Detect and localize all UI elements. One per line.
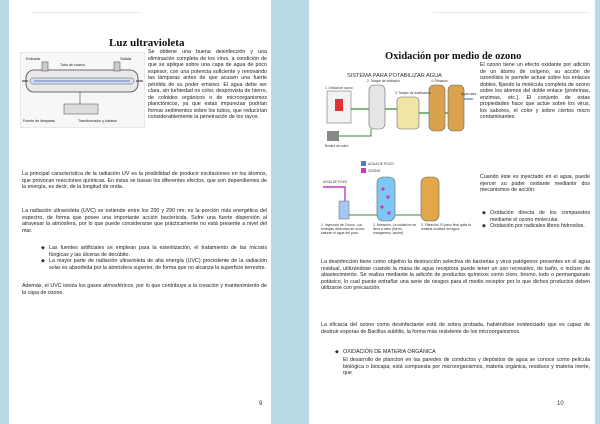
sub-heading-text: ◆ OXIDACIÓN DE MATERIA ORGÁNICA <box>333 349 590 356</box>
page-title: Oxidación por medio de ozono <box>385 51 522 62</box>
unit-label: 4. Filtración <box>431 79 448 83</box>
oxidation-tank <box>369 85 385 129</box>
side-text-2: Cuando éste es inyectado en el agua, puede ejercer su poder oxidante mediante dos mecanismos de acción: <box>480 174 590 193</box>
bullet-item: ◆ Las fuentes artificiales se emplean para la esterilización, el tratamiento de las micosis fúngicas y las úlceras de decúbito. <box>39 245 267 258</box>
label-salida: Salida <box>120 56 132 61</box>
paragraph-4: Además, el UVC ioniza los gases atmosféricos, por lo que contribuye a la creación y mantenimiento de la capa de ozono. <box>22 283 267 296</box>
side-text-1: El ozono tiene un efecto oxidante por adición de un átomo de oxígeno, su acción de ozonólisis le permite actuar sobre los enlaces dobles, fijando la molécula completa de ozono sobre los átomos del doble enlace (proteínas, enzimas, etc.). El conjunto de estas propiedades hace que actúe sobre los virus, los sabores, el color y sobre ciertos micro contaminantes. <box>480 62 590 120</box>
aeration-stage <box>377 177 395 221</box>
side-bullet-item: ◆ Oxidación por radicales libres hidroxilos. <box>480 223 590 230</box>
unit-label: 1. Unidad de ozono <box>325 86 353 90</box>
paragraph-2: La principal característica de la radiación UV es la posibilidad de producir excitaciones en los átomos, que provocan reacciones químicas. En éstas se basan los diferentes efectos, que son dependientes de la energía, es decir, de la longitud de onda. <box>22 171 267 190</box>
left-page <box>9 0 271 424</box>
right-page <box>309 0 595 424</box>
stage-caption: 3. Filtración. El paso final quita la materia oxidada del agua. <box>421 223 471 231</box>
label-transformador: Transformador y balasto <box>78 119 117 123</box>
page-number: 9 <box>259 401 263 407</box>
intro-paragraph: Se obtiene una buena desinfección y una eliminación completa de los virus, a condición de que se aplique sobre una capa de agua de poco espesor, con una potencia suficiente y renovando las lámparas antes de que acusen una fuerte pérdida de su poder emisivo. El agua debe ser clara, sin turbiedad no color, desprovista de hierro, de coloides orgánicos o de microorganismos planctónicos, ya que estas impurezas podrían formar sedimentos sobre los tubos, que reducirían considerablemente la penetración de los rayos. <box>148 49 267 120</box>
stage-caption: 2. Aireación. La oxidación se lleva a cabo (hierro, manganeso, azufre). <box>373 223 417 235</box>
unit-label: Agua clara <box>461 92 476 96</box>
dosing-tank <box>397 97 419 129</box>
legend-swatch-ozone <box>361 168 366 173</box>
bullet-list <box>39 245 267 271</box>
paragraph-2: La eficacia del ozono como desinfectante está de sobra probada, habiéndose evidenciado que es capaz de destruir esporas de Bacillus subtilis, la forma más resistente de los microorganismos. <box>321 322 590 335</box>
intro-block <box>22 49 267 159</box>
sub-heading <box>333 349 590 356</box>
legend-swatch-water <box>361 161 366 166</box>
label-entrada: Entrada <box>26 56 41 61</box>
page-tab <box>31 0 141 12</box>
injection-stage <box>339 201 349 219</box>
page-title: Luz ultravioleta <box>109 37 185 49</box>
unit-label: 2. Tanque de oxidación <box>367 79 400 83</box>
label-tubo: Tubo de cuarzo <box>60 63 85 67</box>
paragraph-3: La radiación ultravioleta (UVC) se extiende entre los 200 y 290 nm; es la porción más energética del espectro, de forma que posee una importante acción bactericida. Sufre una fuerte dispersión al atravesar la atmósfera, por lo que puede considerarse que prácticamente no está presente a nivel del mar. <box>22 208 267 234</box>
filtration-stage <box>421 177 439 221</box>
ozone-unit-panel <box>335 99 343 111</box>
page-tab <box>433 0 589 12</box>
pump <box>327 131 339 141</box>
legend-label: AGUA DE POZO <box>368 162 394 166</box>
side-bullets <box>480 210 590 230</box>
pump-label: Bomba de cobre <box>325 144 349 148</box>
diagram-title: SISTEMA PARA POTABILIZAR AGUA <box>347 73 442 79</box>
stage-caption: 1. Inyección de Ozono. Los burbujas diminutas de ozono saturan el agua del pozo. <box>321 223 365 235</box>
unit-label: 3. Tanque de dosificación <box>395 91 431 95</box>
bullet-item: ◆ La mayor parte de radiación ultravioleta de alta energía (UVC) procedente de la radiación solar es absorbida por la atmósfera superior, de forma que no alcanza la superficie terrestre. <box>39 258 267 271</box>
ozone-system-diagram <box>321 69 476 249</box>
paragraph-3: El desarrollo de plancton en las paredes de conductos y depósitos de agua se conoce como película biológica o biocapa; está compuesta por microorganismos, materia orgánica, residuos y materia inerte, que <box>343 357 590 376</box>
paragraph-1: La desinfección tiene como objetivo la destrucción selectiva de bacterias y virus patógenos presentes en el agua residual, utilizándose cuando la masa de agua receptora puede tener un uso recreativo, de baño, o incluso de abastecimiento. Se realiza mediante la adición de productos químicos como cloro, bromo, iodo o permanganato potásico, lo cual puede entrañar una serie de riesgos para el medio receptor por lo que dichos productos deben utilizarse con precaución. <box>321 259 590 291</box>
label-fuente: Fuente de lámparas <box>23 119 55 123</box>
inlet-label: AGUA DE POZO <box>323 180 348 184</box>
legend-label: OZONO <box>368 169 381 173</box>
side-bullet-item: ◆ Oxidación directa de los compuestos mediante el ozono molecular. <box>480 210 590 223</box>
ozone-system-figure <box>321 69 476 249</box>
filter-tank-1 <box>429 85 445 131</box>
page-number: 10 <box>557 401 564 407</box>
